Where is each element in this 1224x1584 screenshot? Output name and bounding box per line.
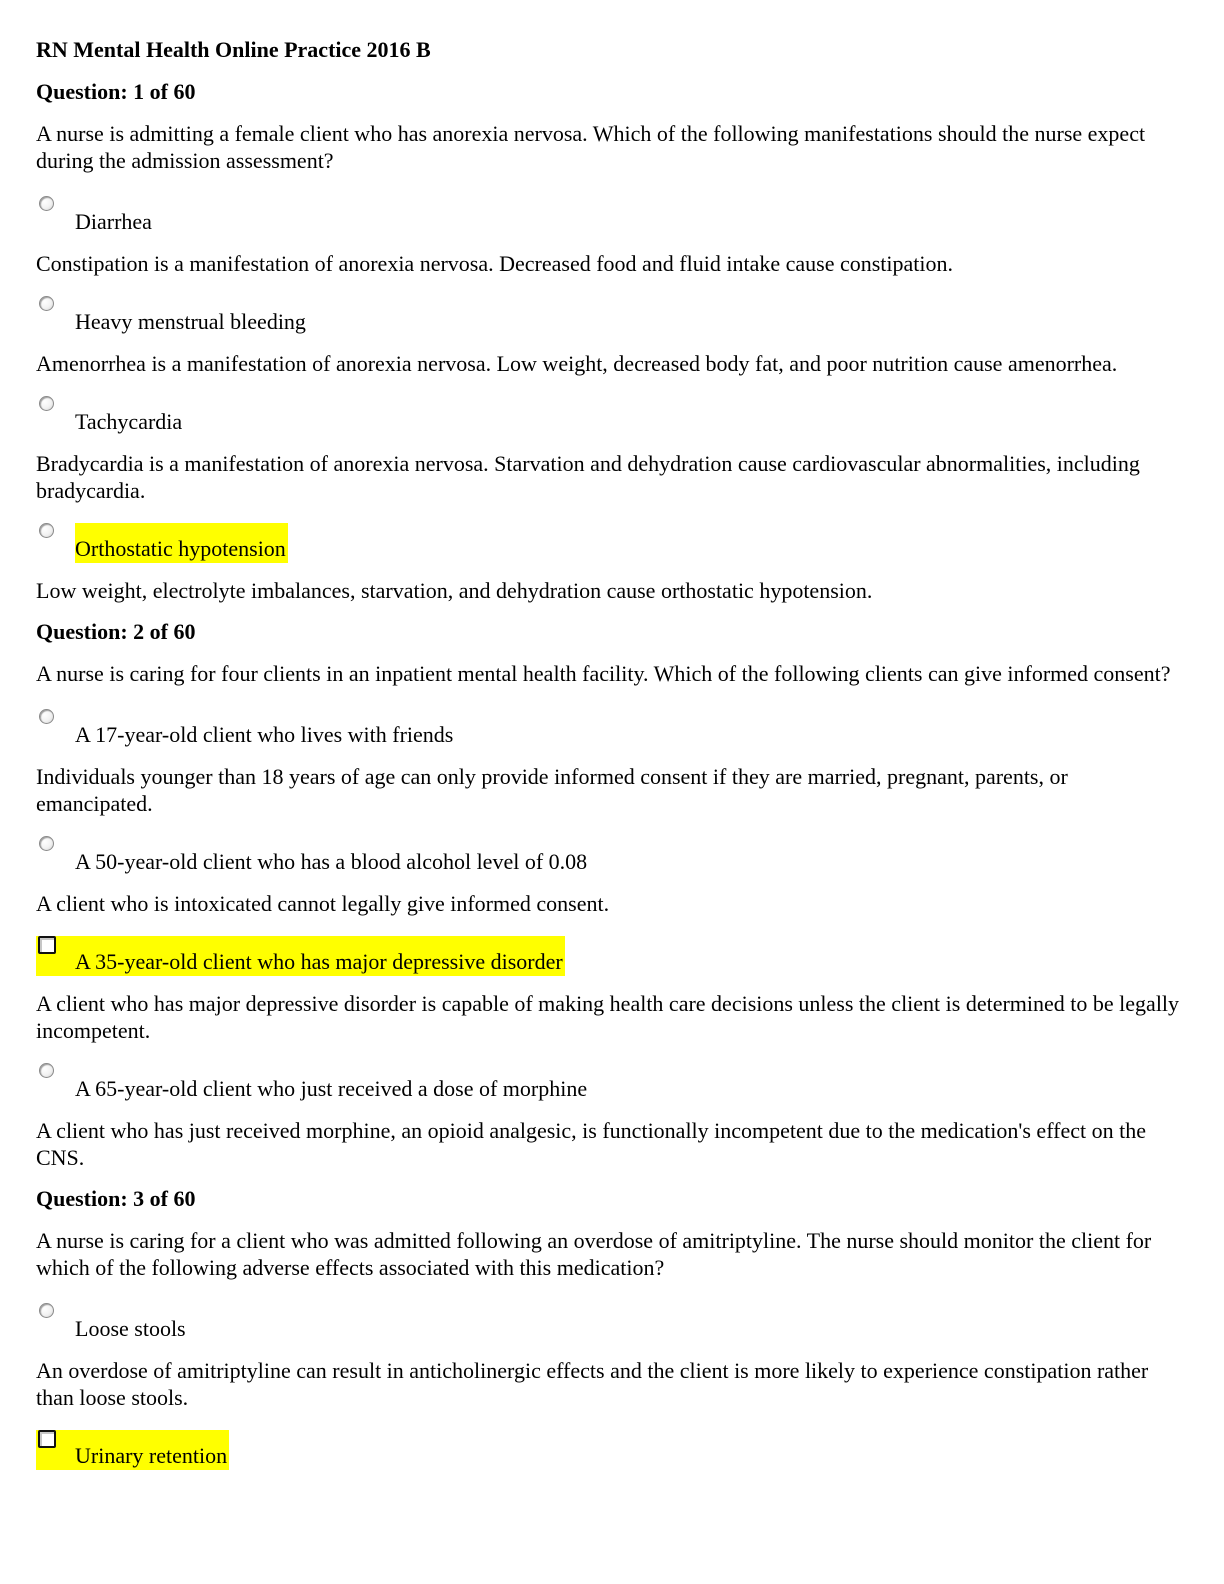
answer-option-highlighted[interactable] <box>36 523 1186 563</box>
answer-option-highlighted[interactable] <box>36 936 565 976</box>
answer-rationale: A client who has major depressive disorder is capable of making health care decisions unless the client is determined to be legally incompetent. <box>36 991 1180 1043</box>
question-text: A nurse is caring for a client who was admitted following an overdose of amitriptyline. The nurse should monitor the client for which of the following adverse effects associated with this medication? <box>36 1228 1152 1280</box>
answer-rationale: Low weight, electrolyte imbalances, starvation, and dehydration cause orthostatic hypotension. <box>36 578 873 603</box>
question-text: A nurse is caring for four clients in an inpatient mental health facility. Which of the following clients can give informed consent? <box>36 661 1171 686</box>
answer-option[interactable] <box>36 1063 1186 1103</box>
radio-button-icon[interactable] <box>39 296 54 311</box>
answer-option-label: Urinary retention <box>75 1443 228 1468</box>
answer-option-label: A 35-year-old client who has major depressive disorder <box>75 949 563 974</box>
answer-rationale: A client who is intoxicated cannot legally give informed consent. <box>36 891 610 916</box>
answer-option-label: Tachycardia <box>75 409 183 434</box>
document-page <box>36 36 1186 1484</box>
question-text: A nurse is admitting a female client who has anorexia nervosa. Which of the following manifestations should the nurse expect during the admission assessment? <box>36 121 1146 173</box>
checkbox-icon[interactable] <box>38 1430 56 1448</box>
answer-option[interactable] <box>36 709 1186 749</box>
question-header: Question: 2 of 60 <box>36 619 196 644</box>
radio-button-icon[interactable] <box>39 1303 54 1318</box>
radio-button-icon[interactable] <box>39 1063 54 1078</box>
answer-option-wrapper <box>36 1430 1186 1470</box>
radio-button-icon[interactable] <box>39 836 54 851</box>
answer-option-label: A 17-year-old client who lives with friends <box>75 722 454 747</box>
question-block <box>36 78 1186 604</box>
answer-rationale: Individuals younger than 18 years of age can only provide informed consent if they are married, pregnant, parents, or emancipated. <box>36 764 1068 816</box>
question-block <box>36 1185 1186 1470</box>
answer-rationale: Amenorrhea is a manifestation of anorexia nervosa. Low weight, decreased body fat, and poor nutrition cause amenorrhea. <box>36 351 1118 376</box>
answer-option-label: A 65-year-old client who just received a dose of morphine <box>75 1076 588 1101</box>
answer-rationale: An overdose of amitriptyline can result in anticholinergic effects and the client is more likely to experience constipation rather than loose stools. <box>36 1358 1149 1410</box>
radio-button-icon[interactable] <box>39 396 54 411</box>
question-header: Question: 1 of 60 <box>36 79 196 104</box>
answer-option-label: Heavy menstrual bleeding <box>75 309 306 334</box>
answer-option[interactable] <box>36 196 1186 236</box>
answer-option-label: Diarrhea <box>75 209 152 234</box>
question-header: Question: 3 of 60 <box>36 1186 196 1211</box>
answer-rationale: A client who has just received morphine, an opioid analgesic, is functionally incompetent due to the medication's effect on the CNS. <box>36 1118 1146 1170</box>
answer-option[interactable] <box>36 1303 1186 1343</box>
answer-option[interactable] <box>36 836 1186 876</box>
document-title: RN Mental Health Online Practice 2016 B <box>36 37 431 62</box>
answer-option-wrapper <box>36 936 1186 976</box>
answer-option-highlighted[interactable] <box>36 1430 229 1470</box>
radio-button-icon[interactable] <box>39 523 54 538</box>
question-block <box>36 618 1186 1171</box>
answer-rationale: Constipation is a manifestation of anorexia nervosa. Decreased food and fluid intake cause constipation. <box>36 251 953 276</box>
answer-option-label: Orthostatic hypotension <box>75 523 288 563</box>
checkbox-icon[interactable] <box>38 936 56 954</box>
answer-option-label: Loose stools <box>75 1316 186 1341</box>
radio-button-icon[interactable] <box>39 196 54 211</box>
radio-button-icon[interactable] <box>39 709 54 724</box>
answer-rationale: Bradycardia is a manifestation of anorexia nervosa. Starvation and dehydration cause cardiovascular abnormalities, including bradycardia. <box>36 451 1140 503</box>
answer-option[interactable] <box>36 396 1186 436</box>
answer-option-label: A 50-year-old client who has a blood alcohol level of 0.08 <box>75 849 588 874</box>
answer-option[interactable] <box>36 296 1186 336</box>
